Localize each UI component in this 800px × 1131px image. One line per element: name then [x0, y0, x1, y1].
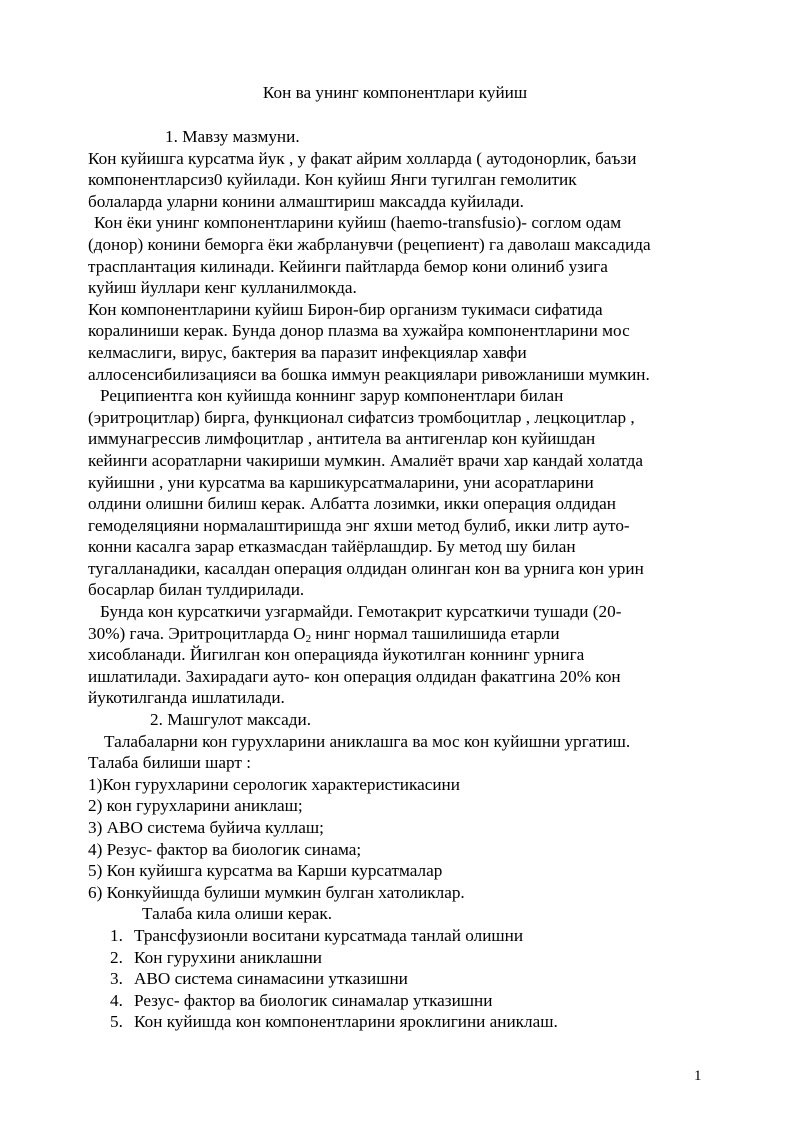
list-number: 5.	[110, 1012, 123, 1032]
paragraph-line: олдини олишни билиш керак. Албатта лозимки, икки операция олдидан	[88, 494, 616, 514]
paragraph-line: (эритроцитлар) бирга, функционал сифатсиз тромбоцитлар , лецкоцитлар ,	[88, 407, 635, 427]
section-heading: 2. Машгулот максади.	[150, 710, 311, 730]
paragraph-line: гемоделяцияни нормалаштиришда энг яхши метод булиб, икки литр ауто-	[88, 515, 630, 535]
paragraph-line: йукотилганда ишлатилади.	[88, 688, 285, 708]
o2-subscript: 2	[305, 632, 312, 645]
skills-heading: Талаба кила олиши керак.	[142, 904, 333, 924]
paragraph-line: куйишни , уни курсатма ва каршикурсатмаларини, уни асоратларини	[88, 472, 594, 492]
paragraph-line: Кон ёки унинг компонентларини куйиш (haemo-transfusio)- соглом одам	[94, 213, 622, 233]
knowledge-item: 2) кон гурухларини аниклаш;	[88, 796, 303, 816]
paragraph-line: коралиниши керак. Бунда донор плазма ва хужайра компонентларини мос	[88, 321, 630, 341]
list-number: 3.	[110, 969, 123, 989]
knowledge-heading: Талаба билиши шарт :	[88, 753, 251, 773]
paragraph-line-o2	[88, 623, 728, 645]
skills-item	[88, 947, 728, 969]
paragraph-line: Бунда кон курсаткичи узгармайди. Гемотакрит курсаткичи тушади (20-	[100, 602, 622, 622]
list-number: 4.	[110, 990, 123, 1010]
list-number: 2.	[110, 947, 123, 967]
knowledge-item: 3) АВО система буйича куллаш;	[88, 818, 324, 837]
list-text: Кон куйишда кон компонентларини яроклигини аниклаш.	[134, 1012, 558, 1032]
paragraph-line: (донор) конини беморга ёки жабрланувчи (рецепиент) га даволаш максадида	[88, 234, 651, 254]
knowledge-item: 4) Резус- фактор ва биологик синама;	[88, 839, 362, 859]
paragraph-line: компонентларсиз0 куйилади. Кон куйиш Янги тугилган гемолитик	[88, 170, 577, 190]
knowledge-item: 5) Кон куйишга курсатма ва Карши курсатмалар	[88, 861, 443, 881]
paragraph-line: Кон компонентларини куйиш Бирон-бир организм тукимаси сифатида	[88, 299, 603, 319]
skills-item	[88, 968, 728, 990]
paragraph-line: иммунагрессив лимфоцитлар , антитела ва антигенлар кон куйишдан	[88, 429, 596, 449]
goal-intro: Талабаларни кон гурухларини аниклашга ва мос кон куйишни ургатиш.	[104, 731, 631, 751]
list-number: 1.	[110, 925, 123, 945]
paragraph-line: босарлар билан тулдирилади.	[88, 580, 305, 600]
page-number: 1	[694, 1068, 702, 1084]
paragraph-line: трасплантация килинади. Кейинги пайтларда бемор кони олиниб узига	[88, 256, 608, 276]
paragraph-line: кейинги асоратларни чакириши мумкин. Амалиёт врачи хар кандай холатда	[88, 450, 644, 470]
paragraph-line: келмаслиги, вирус, бактерия ва паразит инфекциялар хавфи	[88, 342, 527, 362]
skills-item	[88, 990, 728, 1012]
document-body	[88, 126, 728, 1033]
section-heading: 1. Мавзу мазмуни.	[165, 127, 300, 146]
paragraph-line: болаларда уларни конини алмаштириш максадда куйилади.	[88, 191, 524, 211]
paragraph-line: аллосенсибилизацияси ва бошка иммун реакциялари ривожланиши мумкин.	[88, 364, 650, 384]
list-text: Резус- фактор ва биологик синамалар утказишни	[134, 990, 493, 1010]
skills-item	[88, 1011, 728, 1033]
skills-item	[88, 925, 728, 947]
paragraph-line: тугалланадики, касалдан операция олдидан олинган кон ва урнига кон урин	[88, 558, 644, 578]
list-text: Кон гурухини аниклашни	[134, 947, 322, 967]
document-title: Кон ва унинг компонентлари куйиш	[262, 83, 528, 102]
knowledge-item: 6) Конкуйишда булиши мумкин булган хатоликлар.	[88, 882, 465, 902]
paragraph-line: хисобланади. Йигилган кон операцияда йукотилган коннинг урнига	[88, 645, 585, 665]
o2-line-before: 30%) гача. Эритроцитларда О	[88, 623, 306, 643]
paragraph-line: куйиш йуллари кенг кулланилмокда.	[88, 278, 357, 298]
list-text: АВО система синамасини утказишни	[134, 969, 408, 989]
paragraph-line: Реципиентга кон куйишда коннинг зарур компонентлари билан	[100, 386, 564, 406]
list-text: Трансфузионли воситани курсатмада танлай олишни	[134, 925, 524, 945]
paragraph-line: Кон куйишга курсатма йук , у факат айрим холларда ( аутодонорлик, баъзи	[88, 148, 637, 168]
o2-line-after: нинг нормал ташилишида етарли	[311, 623, 560, 643]
paragraph-line: конни касалга зарар етказмасдан тайёрлашдир. Бу метод шу билан	[88, 537, 576, 557]
paragraph-line: ишлатилади. Захирадаги ауто- кон операция олдидан факатгина 20% кон	[88, 666, 621, 686]
knowledge-item: 1)Кон гурухларини серологик характеристикасини	[88, 774, 460, 794]
